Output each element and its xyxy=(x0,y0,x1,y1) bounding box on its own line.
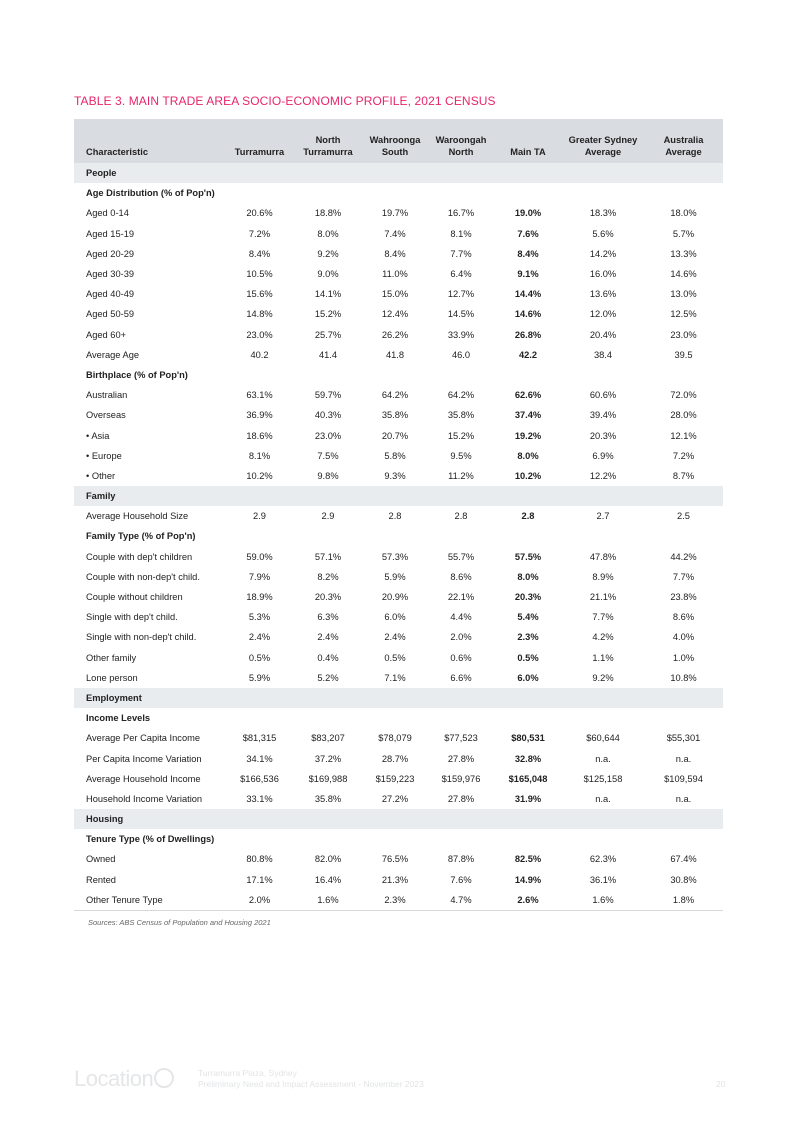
table-cell: n.a. xyxy=(675,753,692,764)
table-cell: n.a. xyxy=(675,793,692,804)
table-cell: 12.5% xyxy=(670,309,697,320)
table-cell: 57.1% xyxy=(314,551,342,562)
table-cell: 27.2% xyxy=(381,793,409,804)
main-ta-cell: 7.6% xyxy=(517,228,539,239)
column-header: Turramurra xyxy=(225,119,294,163)
table-cell: $81,315 xyxy=(242,733,277,744)
table-cell: 23.0% xyxy=(246,329,273,340)
table-cell: $55,301 xyxy=(666,733,701,744)
table-cell: 36.9% xyxy=(246,410,273,421)
table-cell: 2.0% xyxy=(450,632,472,643)
main-ta-cell: 37.4% xyxy=(514,410,542,421)
table-cell: 5.7% xyxy=(672,228,695,239)
table-cell: 5.9% xyxy=(384,571,406,582)
column-header: Australia Average xyxy=(644,119,723,163)
table-cell: 1.0% xyxy=(672,652,695,663)
table-cell: 7.4% xyxy=(384,228,406,239)
table-cell: 28.0% xyxy=(670,410,697,421)
main-ta-cell: 42.2 xyxy=(518,349,538,360)
section-row xyxy=(74,486,723,506)
row-label: Other family xyxy=(86,652,137,663)
table-cell: 2.4% xyxy=(384,632,406,643)
table-cell: 60.6% xyxy=(589,390,617,401)
table-row xyxy=(74,769,723,789)
table-row xyxy=(74,284,723,304)
table-cell: 9.8% xyxy=(317,470,339,481)
table-cell: 80.8% xyxy=(246,854,273,865)
table-cell: 55.7% xyxy=(447,551,475,562)
table-cell: 8.6% xyxy=(450,571,472,582)
table-cell: 15.6% xyxy=(246,289,273,300)
table-cell: 2.7 xyxy=(596,511,610,522)
main-ta-cell: 20.3% xyxy=(514,592,542,603)
main-ta-cell: 5.4% xyxy=(517,612,539,623)
main-ta-cell: 6.0% xyxy=(517,672,539,683)
table-cell: 6.4% xyxy=(450,269,472,280)
column-header: Characteristic xyxy=(74,119,225,163)
footer-text xyxy=(198,1068,424,1090)
table-cell: 18.8% xyxy=(314,208,342,219)
table-cell: 64.2% xyxy=(381,390,409,401)
table-cell: 20.3% xyxy=(589,430,617,441)
table-cell: 6.3% xyxy=(317,612,339,623)
table-cell: 23.0% xyxy=(670,329,697,340)
column-header: Greater Sydney Average xyxy=(562,119,644,163)
logo-wordmark: Location xyxy=(74,1066,154,1091)
table-cell: 20.7% xyxy=(381,430,409,441)
table-row xyxy=(74,345,723,365)
table-cell: 87.8% xyxy=(447,854,475,865)
page-number: 20 xyxy=(716,1079,726,1089)
table-cell: 5.6% xyxy=(592,228,614,239)
table-cell: 39.4% xyxy=(589,410,617,421)
table-row xyxy=(74,607,723,627)
table-cell: 6.0% xyxy=(384,612,406,623)
table-cell: 4.2% xyxy=(592,632,614,643)
table-cell: 2.8 xyxy=(388,511,402,522)
table-cell: 15.2% xyxy=(447,430,475,441)
table-cell: 19.7% xyxy=(381,208,409,219)
table-row xyxy=(74,264,723,284)
table-cell: 67.4% xyxy=(670,854,697,865)
table-cell: $78,079 xyxy=(378,733,412,744)
main-ta-cell: 31.9% xyxy=(514,793,542,804)
table-row xyxy=(74,446,723,466)
table-cell: 33.1% xyxy=(246,793,273,804)
table-row xyxy=(74,466,723,486)
subheading-label: Tenure Type (% of Dwellings) xyxy=(86,834,215,845)
main-ta-cell: 0.5% xyxy=(517,652,539,663)
row-label: Household Income Variation xyxy=(86,793,203,804)
row-label: Overseas xyxy=(86,410,126,421)
table-cell: 33.9% xyxy=(447,329,475,340)
table-cell: 18.0% xyxy=(670,208,697,219)
table-cell: 8.7% xyxy=(672,470,695,481)
table-cell: 57.3% xyxy=(381,551,409,562)
table-cell: 12.0% xyxy=(589,309,617,320)
table-cell: 4.0% xyxy=(672,632,695,643)
table-cell: 14.8% xyxy=(246,309,273,320)
table-cell: 8.0% xyxy=(317,228,339,239)
table-cell: 20.3% xyxy=(314,592,342,603)
table-cell: 16.7% xyxy=(447,208,475,219)
table-cell: 72.0% xyxy=(670,390,697,401)
table-row xyxy=(74,203,723,223)
table-cell: 18.3% xyxy=(589,208,617,219)
table-cell: 9.5% xyxy=(450,450,472,461)
table-cell: 9.0% xyxy=(317,269,339,280)
table-cell: 0.4% xyxy=(317,652,339,663)
table-cell: 8.1% xyxy=(248,450,271,461)
table-cell: 12.2% xyxy=(589,470,617,481)
table-cell: 0.5% xyxy=(248,652,271,663)
table-cell: $159,223 xyxy=(375,773,415,784)
table-cell: 41.8 xyxy=(385,349,405,360)
table-cell: 1.6% xyxy=(294,890,362,911)
table-cell: 44.2% xyxy=(670,551,697,562)
table-cell: 20.6% xyxy=(246,208,273,219)
table-row xyxy=(74,648,723,668)
table-cell: 27.8% xyxy=(447,793,475,804)
main-ta-cell: 26.8% xyxy=(514,329,542,340)
table-cell: 5.8% xyxy=(384,450,406,461)
table-row xyxy=(74,425,723,445)
table-row xyxy=(74,890,723,911)
table-cell: 14.6% xyxy=(670,269,697,280)
table-cell: 20.9% xyxy=(381,592,409,603)
table-cell: 30.8% xyxy=(670,874,697,885)
main-ta-cell: 8.4% xyxy=(517,248,539,259)
main-ta-cell: 14.4% xyxy=(514,289,542,300)
row-label: Owned xyxy=(86,854,116,865)
footer-line-2: Preliminary Need and Impact Assessment - November 2023 xyxy=(198,1079,424,1089)
main-ta-cell: 14.9% xyxy=(514,874,542,885)
table-cell: 7.1% xyxy=(384,672,406,683)
table-cell: 2.9 xyxy=(321,511,335,522)
table-cell: 5.3% xyxy=(248,612,271,623)
table-cell: 12.7% xyxy=(447,289,475,300)
table-row xyxy=(74,789,723,809)
subheading-row xyxy=(74,829,723,849)
table-row xyxy=(74,325,723,345)
footer-line-1: Turramurra Plaza, Sydney xyxy=(198,1068,297,1078)
table-row xyxy=(74,748,723,768)
table-cell: 18.9% xyxy=(246,592,273,603)
row-label: Couple with dep't children xyxy=(86,551,193,562)
main-ta-cell: 8.0% xyxy=(517,450,539,461)
table-cell: 8.2% xyxy=(317,571,339,582)
table-cell: 2.9 xyxy=(253,511,266,522)
table-cell: 41.4 xyxy=(318,349,338,360)
row-label: Single with dep't child. xyxy=(86,612,178,623)
row-label: Per Capita Income Variation xyxy=(86,753,202,764)
table-cell: 38.4 xyxy=(593,349,613,360)
source-note: Sources: ABS Census of Population and Housing 2021 xyxy=(88,918,271,927)
table-cell: 35.8% xyxy=(447,410,475,421)
table-cell: 16.0% xyxy=(589,269,617,280)
subheading-label: Family Type (% of Pop'n) xyxy=(86,531,196,542)
table-row xyxy=(74,405,723,425)
table-cell: 21.1% xyxy=(589,592,617,603)
section-row xyxy=(74,809,723,829)
table-cell: 25.7% xyxy=(314,329,342,340)
table-cell: 8.4% xyxy=(248,248,271,259)
table-cell: 12.4% xyxy=(381,309,409,320)
table-row xyxy=(74,870,723,890)
subheading-label: Income Levels xyxy=(86,713,151,724)
table-cell: 40.2 xyxy=(250,349,269,360)
table-cell: 11.0% xyxy=(382,269,408,280)
table-cell: 8.9% xyxy=(592,571,614,582)
table-cell: 26.2% xyxy=(381,329,409,340)
table-cell: 36.1% xyxy=(589,874,617,885)
table-cell: 1.1% xyxy=(592,652,614,663)
row-label: • Other xyxy=(86,470,116,481)
table-cell: 7.7% xyxy=(450,248,472,259)
socio-economic-table xyxy=(74,119,723,911)
row-label: Average Age xyxy=(86,349,140,360)
main-ta-cell: $165,048 xyxy=(508,773,548,784)
table-cell: 37.2% xyxy=(314,753,342,764)
main-ta-cell: 14.6% xyxy=(514,309,542,320)
table-cell: 23.8% xyxy=(670,592,697,603)
table-cell: 47.8% xyxy=(589,551,617,562)
table-cell: 2.4% xyxy=(248,632,271,643)
table-cell: 8.4% xyxy=(384,248,406,259)
row-label: Lone person xyxy=(86,672,138,683)
table-row xyxy=(74,244,723,264)
subheading-label: Birthplace (% of Pop'n) xyxy=(86,369,188,380)
table-cell: $125,158 xyxy=(583,773,623,784)
table-cell: 13.3% xyxy=(670,248,697,259)
subheading-row xyxy=(74,365,723,385)
table-cell: 13.6% xyxy=(589,289,617,300)
main-ta-cell: 82.5% xyxy=(514,854,542,865)
section-label: Family xyxy=(74,486,723,506)
main-ta-cell: $80,531 xyxy=(511,733,545,744)
table-cell: 0.6% xyxy=(450,652,472,663)
table-cell: 8.1% xyxy=(450,228,472,239)
table-cell: 59.7% xyxy=(314,390,342,401)
row-label: Aged 40-49 xyxy=(86,289,135,300)
company-logo xyxy=(74,1066,174,1092)
table-cell: 76.5% xyxy=(381,854,409,865)
table-cell: 18.6% xyxy=(246,430,273,441)
table-cell: 2.5 xyxy=(677,511,690,522)
table-cell: 1.8% xyxy=(644,890,723,911)
table-cell: 7.7% xyxy=(672,571,695,582)
logo-circle-icon xyxy=(154,1068,174,1088)
section-label: People xyxy=(74,163,723,183)
table-cell: 11.2% xyxy=(448,470,474,481)
table-cell: 0.5% xyxy=(384,652,406,663)
table-row xyxy=(74,385,723,405)
table-cell: 2.0% xyxy=(225,890,294,911)
table-row xyxy=(74,587,723,607)
table-row xyxy=(74,728,723,748)
table-cell: 4.4% xyxy=(450,612,472,623)
subheading-row xyxy=(74,708,723,728)
table-cell: $83,207 xyxy=(311,733,345,744)
main-ta-cell: 32.8% xyxy=(514,753,542,764)
section-label: Employment xyxy=(74,688,723,708)
table-cell: 9.2% xyxy=(592,672,614,683)
table-cell: 13.0% xyxy=(670,289,697,300)
section-row xyxy=(74,163,723,183)
row-label: Australian xyxy=(86,390,128,401)
row-label: Couple without children xyxy=(86,592,183,603)
table-cell: 21.3% xyxy=(381,874,409,885)
table-cell: 5.9% xyxy=(248,672,271,683)
table-cell: $109,594 xyxy=(664,773,703,784)
main-ta-cell: 62.6% xyxy=(514,390,542,401)
table-cell: 9.2% xyxy=(317,248,339,259)
table-cell: n.a. xyxy=(595,753,611,764)
table-cell: 2.8 xyxy=(454,511,468,522)
table-cell: 40.3% xyxy=(314,410,342,421)
table-row xyxy=(74,849,723,869)
table-cell: 20.4% xyxy=(589,329,617,340)
table-cell: 62.3% xyxy=(589,854,617,865)
subheading-row xyxy=(74,526,723,546)
main-ta-cell: 2.3% xyxy=(517,632,539,643)
table-cell: 59.0% xyxy=(246,551,273,562)
main-ta-cell: 57.5% xyxy=(514,551,542,562)
table-cell: 7.6% xyxy=(450,874,472,885)
table-cell: $60,644 xyxy=(586,733,620,744)
table-cell: 64.2% xyxy=(447,390,475,401)
row-label: • Europe xyxy=(86,450,122,461)
table-cell: 6.6% xyxy=(450,672,472,683)
socio-economic-table-wrapper xyxy=(74,119,723,911)
row-label: Other Tenure Type xyxy=(74,890,225,911)
row-label: Aged 20-29 xyxy=(86,248,135,259)
column-header: Waroongah North xyxy=(428,119,494,163)
table-cell: 7.5% xyxy=(317,450,339,461)
row-label: Aged 60+ xyxy=(86,329,127,340)
table-cell: 7.2% xyxy=(672,450,695,461)
table-row xyxy=(74,547,723,567)
table-cell: 28.7% xyxy=(381,753,409,764)
table-cell: 46.0 xyxy=(451,349,471,360)
main-ta-cell: 10.2% xyxy=(514,470,542,481)
row-label: Average Per Capita Income xyxy=(86,733,201,744)
table-cell: $159,976 xyxy=(441,773,481,784)
section-row xyxy=(74,688,723,708)
row-label: Average Household Size xyxy=(86,511,189,522)
subheading-row xyxy=(74,183,723,203)
row-label: Aged 0-14 xyxy=(86,208,129,219)
row-label: Single with non-dep't child. xyxy=(86,632,197,643)
table-row xyxy=(74,567,723,587)
table-cell: 7.2% xyxy=(248,228,271,239)
table-body xyxy=(74,163,723,910)
section-label: Housing xyxy=(74,809,723,829)
table-cell: 9.3% xyxy=(384,470,406,481)
table-cell: 7.9% xyxy=(248,571,271,582)
table-cell: 34.1% xyxy=(246,753,273,764)
row-label: Aged 15-19 xyxy=(86,228,135,239)
table-cell: 15.0% xyxy=(381,289,409,300)
table-cell: 10.8% xyxy=(670,672,697,683)
main-ta-cell: 9.1% xyxy=(517,269,539,280)
table-row xyxy=(74,224,723,244)
row-label: Rented xyxy=(86,874,116,885)
main-ta-cell: 8.0% xyxy=(517,571,539,582)
row-label: Aged 30-39 xyxy=(86,269,135,280)
table-row xyxy=(74,668,723,688)
table-cell: 27.8% xyxy=(447,753,475,764)
main-ta-cell: 2.8 xyxy=(521,511,535,522)
table-cell: 2.4% xyxy=(317,632,339,643)
table-row xyxy=(74,506,723,526)
table-cell: $77,523 xyxy=(444,733,478,744)
table-header-row xyxy=(74,119,723,163)
table-cell: 10.5% xyxy=(246,269,273,280)
table-cell: 4.7% xyxy=(428,890,494,911)
table-cell: 15.2% xyxy=(314,309,342,320)
table-cell: 14.2% xyxy=(589,248,617,259)
table-title: TABLE 3. MAIN TRADE AREA SOCIO-ECONOMIC PROFILE, 2021 CENSUS xyxy=(74,94,496,108)
table-cell: 82.0% xyxy=(314,854,342,865)
table-cell: $169,988 xyxy=(308,773,348,784)
table-cell: 14.1% xyxy=(314,289,342,300)
row-label: Couple with non-dep't child. xyxy=(86,571,200,582)
table-cell: 39.5 xyxy=(674,349,693,360)
row-label: • Asia xyxy=(86,430,110,441)
table-cell: 1.6% xyxy=(562,890,644,911)
main-ta-cell: 19.0% xyxy=(514,208,542,219)
row-label: Aged 50-59 xyxy=(86,309,135,320)
table-cell: $166,536 xyxy=(240,773,279,784)
table-cell: 5.2% xyxy=(317,672,339,683)
table-cell: 16.4% xyxy=(314,874,342,885)
table-cell: 22.1% xyxy=(447,592,475,603)
table-cell: 14.5% xyxy=(447,309,475,320)
table-cell: 23.0% xyxy=(314,430,342,441)
row-label: Average Household Income xyxy=(86,773,201,784)
table-cell: 35.8% xyxy=(314,793,342,804)
column-header: Main TA xyxy=(494,119,562,163)
table-cell: 7.7% xyxy=(592,612,614,623)
table-row xyxy=(74,627,723,647)
table-cell: 35.8% xyxy=(381,410,409,421)
table-cell: n.a. xyxy=(595,793,611,804)
table-cell: 17.1% xyxy=(246,874,273,885)
table-cell: 2.3% xyxy=(362,890,428,911)
column-header: Wahroonga South xyxy=(362,119,428,163)
column-header: North Turramurra xyxy=(294,119,362,163)
table-cell: 10.2% xyxy=(246,470,273,481)
main-ta-cell: 2.6% xyxy=(494,890,562,911)
table-cell: 6.9% xyxy=(592,450,614,461)
table-cell: 8.6% xyxy=(672,612,695,623)
table-cell: 12.1% xyxy=(670,430,697,441)
table-cell: 63.1% xyxy=(246,390,273,401)
subheading-label: Age Distribution (% of Pop'n) xyxy=(86,188,215,199)
table-row xyxy=(74,304,723,324)
main-ta-cell: 19.2% xyxy=(514,430,542,441)
